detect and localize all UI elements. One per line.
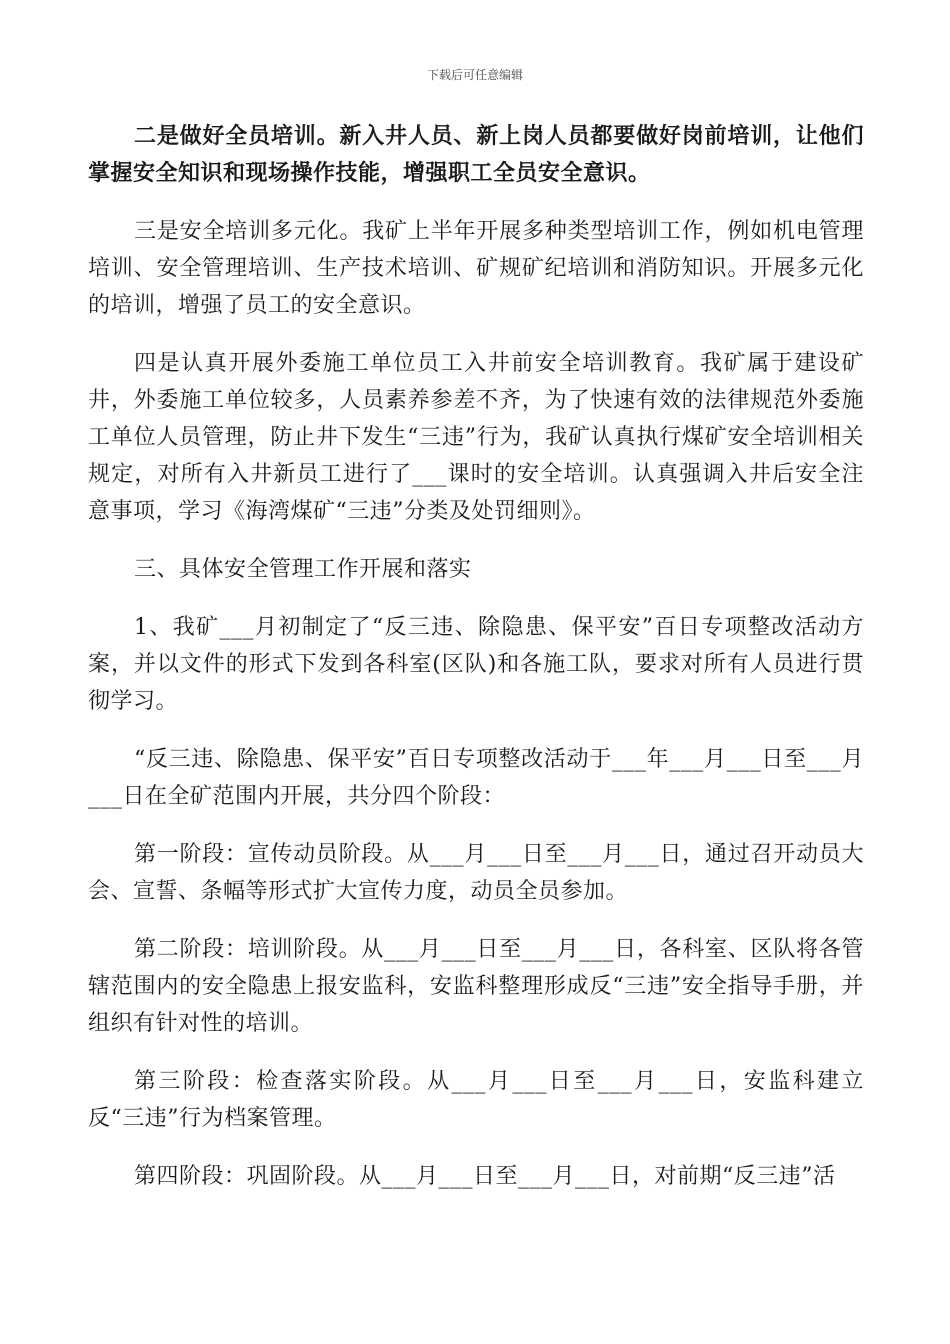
document-body [88, 118, 864, 1195]
paragraph-stage-two: 第二阶段：培训阶段。从___月___日至___月___日，各科室、区队将各管辖范围内的安全隐患上报安监科，安监科整理形成反“三违”安全指导手册，并组织有针对性的培训。 [88, 937, 864, 1036]
paragraph-stage-one: 第一阶段：宣传动员阶段。从___月___日至___月___日，通过召开动员大会、宣誓、条幅等形式扩大宣传力度，动员全员参加。 [88, 842, 864, 904]
paragraph-campaign-plan: 1、我矿___月初制定了“反三违、除隐患、保平安”百日专项整改活动方案，并以文件的形式下发到各科室(区队)和各施工队，要求对所有人员进行贯彻学习。 [88, 615, 864, 714]
paragraph-diversified-training: 三是安全培训多元化。我矿上半年开展多种类型培训工作，例如机电管理培训、安全管理培训、生产技术培训、矿规矿纪培训和消防知识。开展多元化的培训，增强了员工的安全意识。 [88, 219, 864, 318]
section-heading: 三、具体安全管理工作开展和落实 [134, 557, 472, 582]
paragraph-stage-four: 第四阶段：巩固阶段。从___月___日至___月___日，对前期“反三违”活 [134, 1164, 836, 1189]
page-header-note: 下载后可任意编辑 [426, 68, 523, 82]
paragraph-stage-three: 第三阶段：检查落实阶段。从___月___日至___月___日，安监科建立反“三违”行为档案管理。 [88, 1069, 864, 1131]
paragraph-contractor-training: 四是认真开展外委施工单位员工入井前安全培训教育。我矿属于建设矿井，外委施工单位较多，人员素养参差不齐，为了快速有效的法律规范外委施工单位人员管理，防止井下发生“三违”行为，我矿认真执行煤矿安全培训相关规定，对所有入井新员工进行了___课时的安全培训。认真强调入井后安全注意事项，学习《海湾煤矿“三违”分类及处罚细则》。 [88, 351, 864, 524]
paragraph-campaign-schedule: “反三违、除隐患、保平安”百日专项整改活动于___年___月___日至___月___日在全矿范围内开展，共分四个阶段： [88, 747, 864, 809]
paragraph-training-all-staff: 二是做好全员培训。新入井人员、新上岗人员都要做好岗前培训，让他们掌握安全知识和现场操作技能，增强职工全员安全意识。 [88, 123, 864, 186]
